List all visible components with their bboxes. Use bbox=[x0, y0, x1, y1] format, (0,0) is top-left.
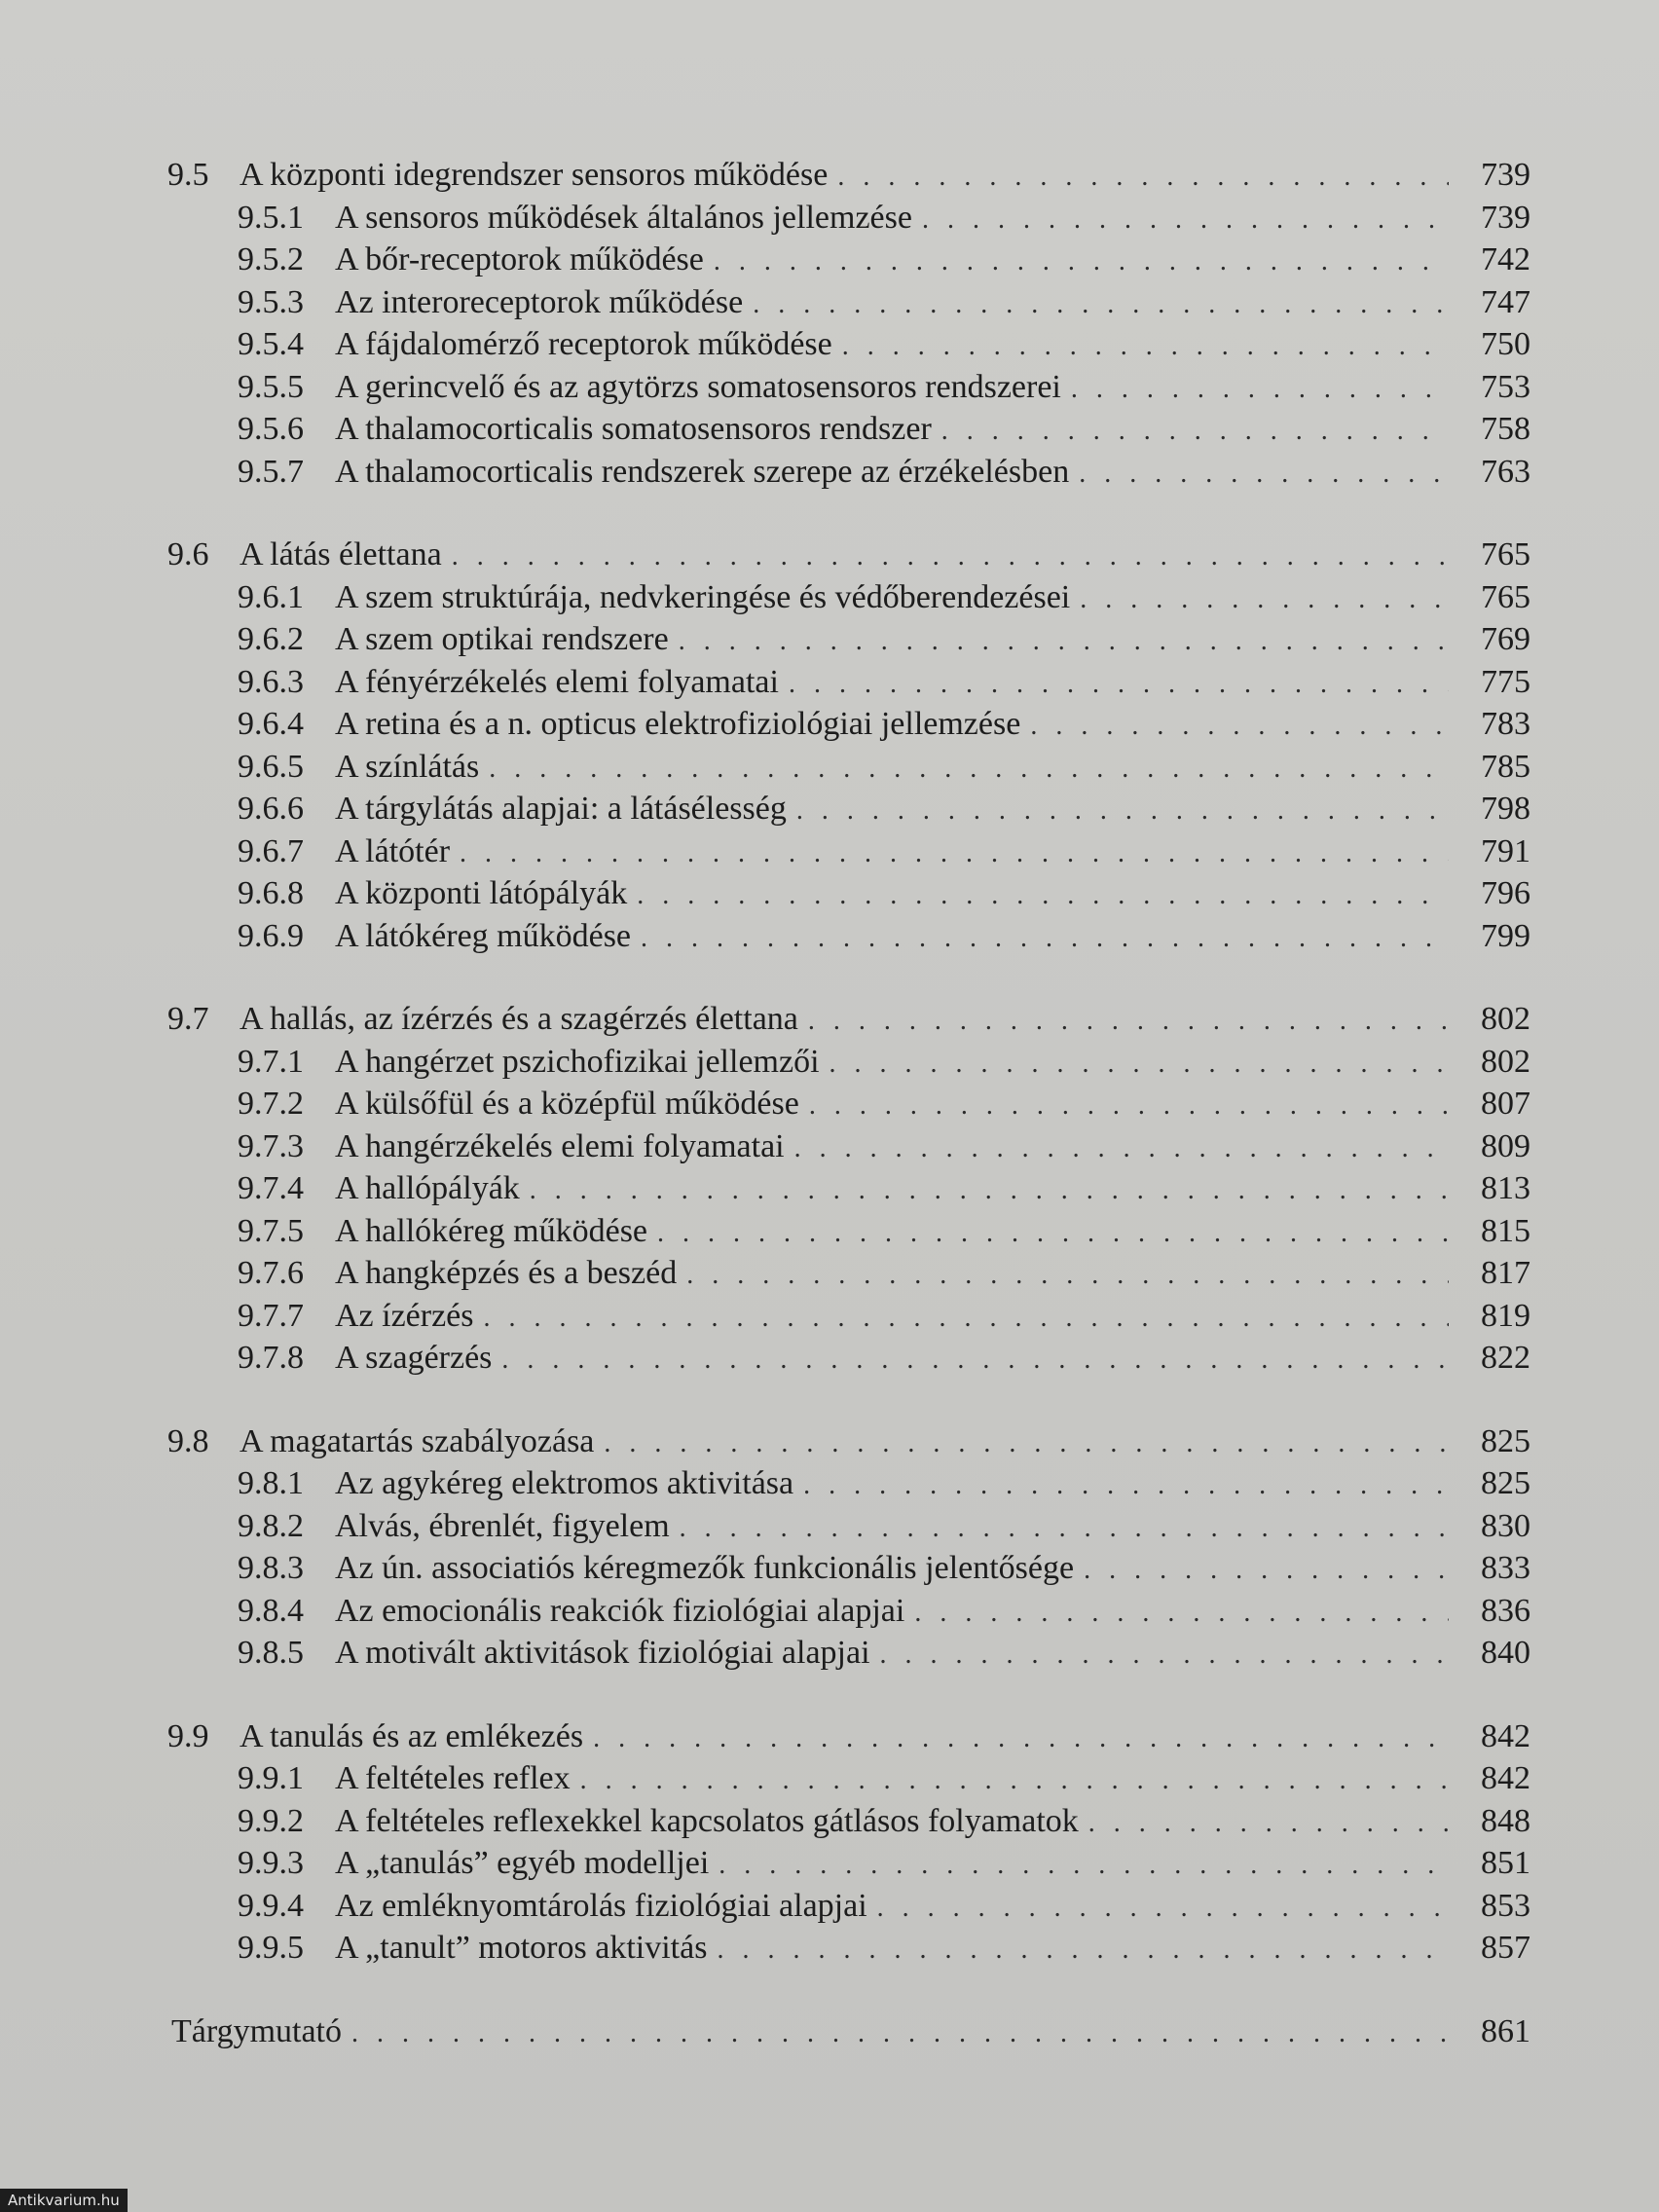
toc-entry-title: Az ízérzés bbox=[335, 1297, 474, 1334]
toc-leader-dots bbox=[1088, 1802, 1449, 1845]
toc-leader-dots bbox=[593, 1717, 1449, 1760]
toc-entry-number: 9.9.1 bbox=[238, 1760, 304, 1796]
toc-entry-page: 765 bbox=[1481, 536, 1530, 572]
toc-entry-page: 813 bbox=[1481, 1170, 1530, 1206]
toc-subsection bbox=[167, 1337, 1530, 1380]
toc-section bbox=[167, 154, 1530, 493]
toc-leader-dots bbox=[922, 199, 1449, 241]
toc-subsection bbox=[167, 1252, 1530, 1295]
toc-subsection bbox=[167, 1167, 1530, 1210]
toc-section bbox=[167, 534, 1530, 957]
toc-leader-dots bbox=[680, 1507, 1449, 1550]
toc-entry-number: 9.5.3 bbox=[238, 283, 304, 320]
toc-subsection bbox=[167, 1505, 1530, 1548]
toc-leader-dots bbox=[501, 1339, 1449, 1382]
toc-entry-number: 9.9 bbox=[167, 1717, 209, 1754]
toc-subsection bbox=[167, 1632, 1530, 1675]
toc-subsection bbox=[167, 1125, 1530, 1168]
toc-entry-title: A szem struktúrája, nedvkeringése és védőberendezései bbox=[335, 578, 1071, 615]
toc-subsection bbox=[167, 1083, 1530, 1125]
toc-entry-page: 809 bbox=[1481, 1127, 1530, 1164]
toc-subsection bbox=[167, 1041, 1530, 1084]
toc-leader-dots bbox=[1071, 368, 1449, 411]
toc-entry-number: 9.5 bbox=[167, 157, 209, 193]
toc-entry-title: A hallópályák bbox=[335, 1170, 520, 1206]
toc-section-heading bbox=[167, 154, 1530, 197]
toc-entry-page: 848 bbox=[1481, 1802, 1530, 1839]
toc-leader-dots bbox=[530, 1169, 1449, 1212]
toc-entry-page: 799 bbox=[1481, 917, 1530, 954]
toc-entry-title: A külsőfül és a középfül működése bbox=[335, 1086, 799, 1122]
toc-entry-page: 783 bbox=[1481, 706, 1530, 742]
toc-leader-dots bbox=[1080, 578, 1449, 621]
toc-leader-dots bbox=[808, 1000, 1449, 1043]
toc-entry-number: 9.8.3 bbox=[238, 1550, 304, 1586]
toc-leader-dots bbox=[489, 748, 1449, 791]
toc-entry-page: 822 bbox=[1481, 1340, 1530, 1376]
toc-leader-dots bbox=[794, 1127, 1449, 1170]
toc-subsection bbox=[167, 576, 1530, 619]
toc-entry-page: 775 bbox=[1481, 663, 1530, 700]
toc-subsection bbox=[167, 1927, 1530, 1970]
toc-subsection bbox=[167, 239, 1530, 281]
toc-entry-page: 825 bbox=[1481, 1422, 1530, 1459]
toc-entry-page: 798 bbox=[1481, 791, 1530, 827]
toc-section bbox=[167, 1715, 1530, 1970]
toc-entry-number: 9.6.1 bbox=[238, 578, 304, 615]
toc-entry-page: 819 bbox=[1481, 1297, 1530, 1334]
toc-section-heading bbox=[167, 998, 1530, 1041]
toc-subsection bbox=[167, 915, 1530, 958]
toc-entry-number: 9.7.6 bbox=[238, 1255, 304, 1291]
toc-entry-number: 9.6.8 bbox=[238, 875, 304, 911]
toc-entry-page: 857 bbox=[1481, 1930, 1530, 1966]
toc-entry-page: 836 bbox=[1481, 1592, 1530, 1629]
toc-subsection bbox=[167, 366, 1530, 409]
toc-subsection bbox=[167, 1842, 1530, 1885]
toc-subsection bbox=[167, 1210, 1530, 1253]
toc-entry-title: A központi idegrendszer sensoros működése bbox=[240, 157, 829, 193]
toc-entry-number: 9.8.5 bbox=[238, 1635, 304, 1671]
toc-entry-title: A motivált aktivitások fiziológiai alapjai bbox=[335, 1635, 870, 1671]
toc-leader-dots bbox=[452, 535, 1449, 578]
toc-entry-number: 9.7 bbox=[167, 1001, 209, 1037]
toc-leader-dots bbox=[1084, 1549, 1449, 1592]
toc-entry-title: A szagérzés bbox=[335, 1340, 493, 1376]
toc-subsection bbox=[167, 1462, 1530, 1505]
table-of-contents bbox=[167, 154, 1530, 2052]
toc-entry-page: 830 bbox=[1481, 1507, 1530, 1544]
toc-subsection bbox=[167, 1757, 1530, 1800]
toc-entry-title: A fényérzékelés elemi folyamatai bbox=[335, 663, 779, 700]
toc-entry-title: Az emocionális reakciók fiziológiai alapjai bbox=[335, 1592, 905, 1629]
toc-entry-page: 833 bbox=[1481, 1550, 1530, 1586]
toc-entry-number: 9.7.1 bbox=[238, 1043, 304, 1080]
toc-entry-page: 747 bbox=[1481, 283, 1530, 320]
toc-entry-number: 9.9.5 bbox=[238, 1930, 304, 1966]
toc-subsection bbox=[167, 788, 1530, 830]
toc-entry-number: 9.6.6 bbox=[238, 791, 304, 827]
toc-subsection bbox=[167, 1590, 1530, 1633]
toc-entry-number: 9.5.5 bbox=[238, 368, 304, 405]
toc-entry-title: A hallókéreg működése bbox=[335, 1212, 648, 1249]
toc-subsection bbox=[167, 1885, 1530, 1928]
toc-entry-page: 739 bbox=[1481, 199, 1530, 236]
toc-entry-number: 9.7.7 bbox=[238, 1297, 304, 1334]
toc-entry-title: A hangérzet pszichofizikai jellemzői bbox=[335, 1043, 820, 1080]
toc-entry-page: 763 bbox=[1481, 453, 1530, 490]
toc-entry-number: 9.8.1 bbox=[238, 1465, 304, 1501]
toc-leader-dots bbox=[484, 1297, 1449, 1340]
toc-entry-title: A látókéreg működése bbox=[335, 917, 632, 954]
toc-entry-title: A tárgylátás alapjai: a látásélesség bbox=[335, 791, 787, 827]
toc-leader-dots bbox=[830, 1043, 1449, 1086]
toc-leader-dots bbox=[1079, 453, 1449, 496]
watermark-label: Antikvarium.hu bbox=[0, 2189, 128, 2212]
toc-subsection bbox=[167, 618, 1530, 661]
toc-entry-page: 802 bbox=[1481, 1043, 1530, 1080]
toc-entry-title: A feltételes reflex bbox=[335, 1760, 571, 1796]
toc-entry-page: 853 bbox=[1481, 1887, 1530, 1924]
toc-entry-title: A gerincvelő és az agytörzs somatosensoros rendszerei bbox=[335, 368, 1061, 405]
toc-entry-title: Az agykéreg elektromos aktivitása bbox=[335, 1465, 794, 1501]
toc-leader-dots bbox=[717, 1929, 1449, 1972]
toc-entry-page: 842 bbox=[1481, 1760, 1530, 1796]
toc-leader-dots bbox=[641, 917, 1449, 960]
toc-entry-title: A bőr-receptorok működése bbox=[335, 241, 704, 277]
toc-entry-number: 9.8 bbox=[167, 1422, 209, 1459]
toc-section bbox=[167, 998, 1530, 1380]
toc-leader-dots bbox=[803, 1464, 1449, 1507]
toc-leader-dots bbox=[789, 663, 1449, 706]
toc-subsection bbox=[167, 746, 1530, 789]
toc-leader-dots bbox=[809, 1085, 1449, 1127]
toc-entry-page: 851 bbox=[1481, 1845, 1530, 1881]
toc-entry-title: Az interoreceptorok működése bbox=[335, 283, 744, 320]
toc-section-heading bbox=[167, 1715, 1530, 1758]
toc-entry-number: 9.5.4 bbox=[238, 326, 304, 362]
toc-entry-title: A tanulás és az emlékezés bbox=[240, 1717, 584, 1754]
toc-entry-page: 840 bbox=[1481, 1635, 1530, 1671]
toc-entry-title: A feltételes reflexekkel kapcsolatos gátlásos folyamatok bbox=[335, 1802, 1079, 1839]
toc-subsection bbox=[167, 1800, 1530, 1843]
index-title: Tárgymutató bbox=[171, 2012, 342, 2049]
toc-entry-number: 9.7.3 bbox=[238, 1127, 304, 1164]
toc-section bbox=[167, 1420, 1530, 1675]
toc-entry-title: A szem optikai rendszere bbox=[335, 621, 669, 657]
toc-leader-dots bbox=[657, 1212, 1449, 1255]
toc-entry-title: A színlátás bbox=[335, 748, 480, 785]
toc-section-heading bbox=[167, 534, 1530, 576]
toc-entry-number: 9.7.4 bbox=[238, 1170, 304, 1206]
toc-entry-title: A thalamocorticalis somatosensoros rendszer bbox=[335, 411, 932, 447]
toc-entry-number: 9.6.4 bbox=[238, 706, 304, 742]
toc-entry-title: A sensoros működések általános jellemzése bbox=[335, 199, 912, 236]
toc-entry-number: 9.8.2 bbox=[238, 1507, 304, 1544]
toc-entry-number: 9.5.6 bbox=[238, 411, 304, 447]
toc-subsection bbox=[167, 323, 1530, 366]
toc-entry-page: 791 bbox=[1481, 832, 1530, 869]
toc-entry-number: 9.5.7 bbox=[238, 453, 304, 490]
toc-entry-title: A központi látópályák bbox=[335, 875, 628, 911]
toc-subsection bbox=[167, 451, 1530, 494]
toc-entry-number: 9.9.4 bbox=[238, 1887, 304, 1924]
toc-leader-dots bbox=[837, 156, 1449, 199]
toc-entry-page: 742 bbox=[1481, 241, 1530, 277]
toc-entry-title: A „tanult” motoros aktivitás bbox=[335, 1930, 708, 1966]
toc-entry-page: 739 bbox=[1481, 157, 1530, 193]
toc-entry-page: 807 bbox=[1481, 1086, 1530, 1122]
toc-entry-page: 769 bbox=[1481, 621, 1530, 657]
toc-entry-number: 9.8.4 bbox=[238, 1592, 304, 1629]
toc-entry-title: A hallás, az ízérzés és a szagérzés élettana bbox=[240, 1001, 798, 1037]
toc-subsection bbox=[167, 703, 1530, 746]
toc-leader-dots bbox=[941, 410, 1449, 453]
toc-entry-title: A hangérzékelés elemi folyamatai bbox=[335, 1127, 785, 1164]
toc-entry-number: 9.5.2 bbox=[238, 241, 304, 277]
toc-entry-title: Az ún. associatiós kéregmezők funkcionális jelentősége bbox=[335, 1550, 1075, 1586]
toc-index-entry bbox=[167, 2010, 1530, 2053]
toc-leader-dots bbox=[719, 1844, 1449, 1887]
toc-leader-dots bbox=[460, 832, 1449, 875]
toc-leader-dots bbox=[637, 874, 1449, 917]
toc-entry-number: 9.7.5 bbox=[238, 1212, 304, 1249]
toc-leader-dots bbox=[604, 1422, 1449, 1465]
toc-subsection bbox=[167, 197, 1530, 240]
toc-entry-number: 9.9.2 bbox=[238, 1802, 304, 1839]
toc-entry-title: Alvás, ébrenlét, figyelem bbox=[335, 1507, 670, 1544]
toc-subsection bbox=[167, 408, 1530, 451]
toc-entry-page: 753 bbox=[1481, 368, 1530, 405]
toc-entry-title: A retina és a n. opticus elektrofiziológiai jellemzése bbox=[335, 706, 1021, 742]
toc-entry-number: 9.9.3 bbox=[238, 1845, 304, 1881]
toc-subsection bbox=[167, 281, 1530, 324]
index-page: 861 bbox=[1481, 2012, 1530, 2049]
toc-entry-title: A fájdalomérző receptorok működése bbox=[335, 326, 832, 362]
toc-entry-number: 9.6.7 bbox=[238, 832, 304, 869]
toc-entry-page: 750 bbox=[1481, 326, 1530, 362]
toc-entry-number: 9.6.3 bbox=[238, 663, 304, 700]
toc-subsection bbox=[167, 1547, 1530, 1590]
toc-entry-page: 796 bbox=[1481, 875, 1530, 911]
toc-entry-title: A „tanulás” egyéb modelljei bbox=[335, 1845, 710, 1881]
toc-section-heading bbox=[167, 1420, 1530, 1463]
toc-entry-number: 9.7.8 bbox=[238, 1340, 304, 1376]
toc-leader-dots bbox=[580, 1759, 1449, 1802]
toc-entry-page: 825 bbox=[1481, 1465, 1530, 1501]
toc-leader-dots bbox=[880, 1634, 1449, 1677]
toc-entry-title: A látótér bbox=[335, 832, 451, 869]
toc-subsection bbox=[167, 1295, 1530, 1338]
toc-leader-dots bbox=[753, 283, 1449, 326]
toc-entry-page: 815 bbox=[1481, 1212, 1530, 1249]
toc-entry-title: A magatartás szabályozása bbox=[240, 1422, 595, 1459]
toc-entry-title: A látás élettana bbox=[240, 536, 442, 572]
toc-subsection bbox=[167, 830, 1530, 873]
toc-entry-number: 9.6.2 bbox=[238, 621, 304, 657]
toc-entry-page: 817 bbox=[1481, 1255, 1530, 1291]
toc-entry-number: 9.5.1 bbox=[238, 199, 304, 236]
toc-leader-dots bbox=[914, 1592, 1449, 1635]
toc-leader-dots bbox=[686, 1254, 1449, 1297]
toc-entry-page: 758 bbox=[1481, 411, 1530, 447]
toc-leader-dots bbox=[877, 1887, 1449, 1930]
toc-leader-dots bbox=[842, 325, 1449, 368]
toc-entry-number: 9.6.5 bbox=[238, 748, 304, 785]
toc-subsection bbox=[167, 661, 1530, 704]
toc-leader-dots bbox=[714, 240, 1449, 283]
toc-entry-number: 9.6 bbox=[167, 536, 209, 572]
toc-entry-page: 765 bbox=[1481, 578, 1530, 615]
toc-leader-dots bbox=[679, 620, 1449, 663]
toc-entry-title: A thalamocorticalis rendszerek szerepe az érzékelésben bbox=[335, 453, 1070, 490]
toc-leader-dots bbox=[351, 2012, 1449, 2055]
toc-entry-number: 9.6.9 bbox=[238, 917, 304, 954]
toc-entry-number: 9.7.2 bbox=[238, 1086, 304, 1122]
toc-entry-page: 785 bbox=[1481, 748, 1530, 785]
toc-subsection bbox=[167, 872, 1530, 915]
toc-entry-title: A hangképzés és a beszéd bbox=[335, 1255, 678, 1291]
toc-leader-dots bbox=[796, 790, 1449, 832]
toc-entry-page: 842 bbox=[1481, 1717, 1530, 1754]
toc-leader-dots bbox=[1030, 705, 1449, 748]
toc-entry-title: Az emléknyomtárolás fiziológiai alapjai bbox=[335, 1887, 867, 1924]
toc-entry-page: 802 bbox=[1481, 1001, 1530, 1037]
